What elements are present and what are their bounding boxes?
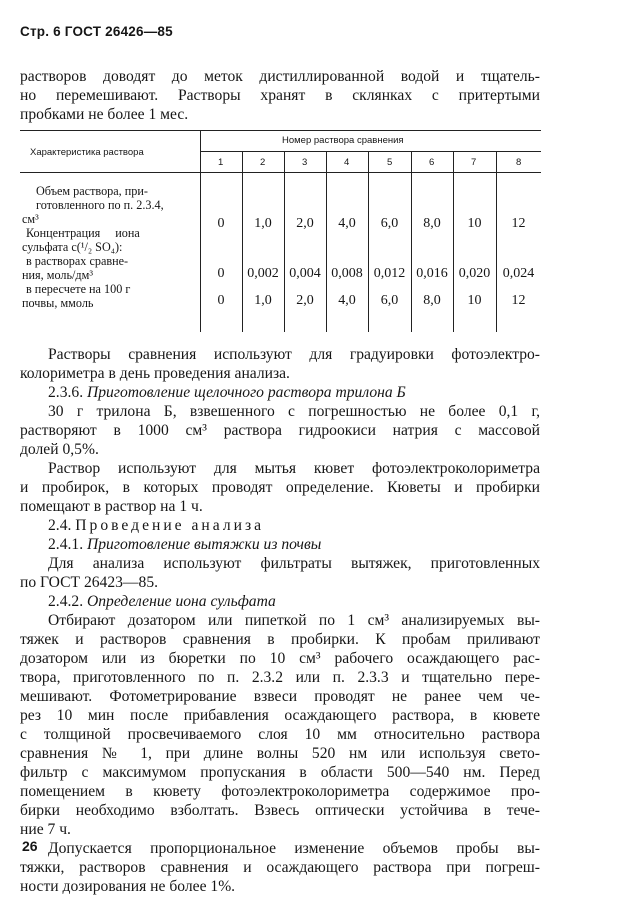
table-cell: 6,0 (380, 216, 399, 231)
text-line: колориметра в день проведения анализа. (20, 365, 290, 382)
row-label-line: почвы, ммоль (22, 295, 94, 310)
table-cell: 2,0 (296, 293, 314, 308)
row-label-line: Концентрация иона (26, 226, 140, 240)
table-cell: 0,004 (289, 266, 321, 281)
row-label-line: в пересчете на 100 г (26, 282, 131, 296)
text-line: сравнения № 1, при длине волны 520 нм или используя свето- (20, 745, 540, 762)
section-heading-2-3-6 (20, 383, 540, 402)
text-line: помещением в кювету фотоэлектроколориметра содержимое про- (20, 783, 540, 800)
table-col-number: 2 (260, 157, 266, 168)
intro-paragraph (20, 67, 540, 124)
table-cell: 0,002 (247, 266, 279, 281)
row-label-conc-b (22, 282, 131, 311)
table-cell: 4,0 (338, 293, 356, 308)
text-line: по ГОСТ 26423—85. (20, 574, 159, 591)
text-line: бирки необходимо взболтать. Взвесь оптически устойчива в тече- (20, 802, 540, 819)
row-label-conc-title (22, 226, 140, 255)
row-label-volume-unit: см³ (22, 212, 39, 226)
text-line: Раствор используют для мытья кювет фотоэлектроколориметра (48, 460, 540, 477)
section-number: 2.3.6. (48, 384, 84, 401)
row-label-volume (36, 185, 164, 213)
text-line: Отбирают дозатором или пипеткой по 1 см³ анализируемых вы- (48, 612, 540, 629)
text-line: дозатором или из бюретки по 10 см³ рабочего осаждающего рас- (20, 650, 540, 667)
page-number: 26 (22, 838, 38, 854)
text-line: фильтр с максимумом пропускания в области 500—540 нм. Перед (20, 764, 540, 781)
section-heading-2-4-2 (20, 592, 540, 611)
text-line: пробками не более 1 мес. (20, 106, 189, 123)
text-line: рез 10 мин после прибавления осаждающего раствора, в кювете (20, 707, 540, 724)
text-line: Растворы сравнения используют для градуировки фотоэлектро- (48, 346, 540, 363)
table-cell: 2,0 (296, 216, 314, 231)
text-line: тяжки, растворов сравнения и осаждающего раствора при погреш- (20, 859, 540, 876)
table-cell: 12 (511, 293, 526, 308)
table-header-left: Характеристика раствора (30, 147, 144, 158)
table-cell: 10 (467, 216, 482, 231)
table-col-number: 3 (302, 157, 308, 168)
table-cell: 10 (467, 293, 482, 308)
table-cell: 4,0 (338, 216, 356, 231)
text-line: ние 7 ч. (20, 821, 71, 838)
section-heading-2-4-1 (20, 535, 540, 554)
text-line: долей 0,5%. (20, 441, 99, 458)
body-text (20, 345, 540, 896)
table-col-number: 4 (344, 157, 350, 168)
table-border-top (20, 130, 541, 131)
table-col-number: 8 (516, 157, 522, 168)
text-line: Для анализа используют фильтраты вытяжек, приготовленных (48, 555, 540, 572)
table-cell: 0,024 (502, 266, 535, 281)
table-cell: 8,0 (423, 216, 441, 231)
row-label-line: в растворах сравне- (26, 254, 129, 268)
text-line: растворов доводят до меток дистиллированной водой и тщатель- (20, 68, 540, 85)
section-number: 2.4.1. (48, 536, 84, 553)
text-line: но перемешивают. Растворы хранят в склянках с притертыми (20, 87, 540, 104)
row-label-line: ния, моль/дм³ (22, 267, 93, 282)
row-label-conc-a (22, 254, 129, 283)
section-heading-2-4 (20, 516, 540, 535)
row-label-line: сульфата c(¹/₂ SO₄): (22, 239, 123, 254)
section-title: Определение иона сульфата (87, 593, 276, 610)
text-line: Допускается пропорциональное изменение объемов пробы вы- (48, 840, 540, 857)
table-cell: 1,0 (254, 216, 272, 231)
table-col-number: 7 (471, 157, 477, 168)
text-line: 30 г трилона Б, взвешенного с погрешностью не более 0,1 г, (48, 403, 540, 420)
table-cell: 0 (217, 216, 225, 231)
table-cell: 0,012 (373, 266, 406, 281)
table-cell: 1,0 (254, 293, 272, 308)
section-number: 2.4.2. (48, 593, 84, 610)
text-line: помещают в раствор на 1 ч. (20, 498, 203, 515)
table-header-rule (20, 172, 541, 173)
table-header-group: Номер раствора сравнения (282, 135, 404, 146)
section-number: 2.4. (48, 517, 72, 534)
text-line: с толщиной просвечиваемого слоя 10 мм относительно раствора (20, 726, 540, 743)
row-label-line: готовленного по п. 2.3.4, (36, 197, 164, 212)
table-cell: 0,016 (416, 266, 448, 281)
table-col-number: 1 (218, 157, 224, 168)
text-line: тяжек и растворов сравнения в пробирки. К пробам приливают (20, 631, 540, 648)
table-col-number: 6 (429, 157, 435, 168)
section-title: Проведение анализа (75, 517, 265, 534)
text-line: и пробирок, в которых проводят определение. Кюветы и пробирки (20, 479, 540, 496)
text-line: ности дозирования не более 1%. (20, 878, 236, 895)
table-group-rule (200, 151, 541, 152)
table-cell: 8,0 (423, 293, 441, 308)
table-col-number: 5 (387, 157, 393, 168)
row-label-line: Объем раствора, при- (36, 184, 148, 198)
table-cell: 0 (217, 293, 225, 308)
table-cell: 0,020 (458, 266, 491, 281)
text-line: мешивают. Фотометрирование взвеси проводят не ранее чем че- (20, 688, 540, 705)
table-cell: 6,0 (380, 293, 399, 308)
text-line: растворяют в 1000 см³ раствора гидроокиси натрия с массовой (20, 422, 540, 439)
text-line: твора, приготовленного по п. 2.3.2 или п. 2.3.3 и тщательно пере- (20, 669, 540, 686)
table-cell: 0 (217, 266, 225, 281)
page-header: Стр. 6 ГОСТ 26426—85 (20, 24, 173, 39)
table-cell: 0,008 (331, 266, 363, 281)
section-title: Приготовление вытяжки из почвы (87, 536, 322, 553)
table-cell: 12 (511, 216, 526, 231)
section-title: Приготовление щелочного раствора трилона Б (87, 384, 406, 401)
